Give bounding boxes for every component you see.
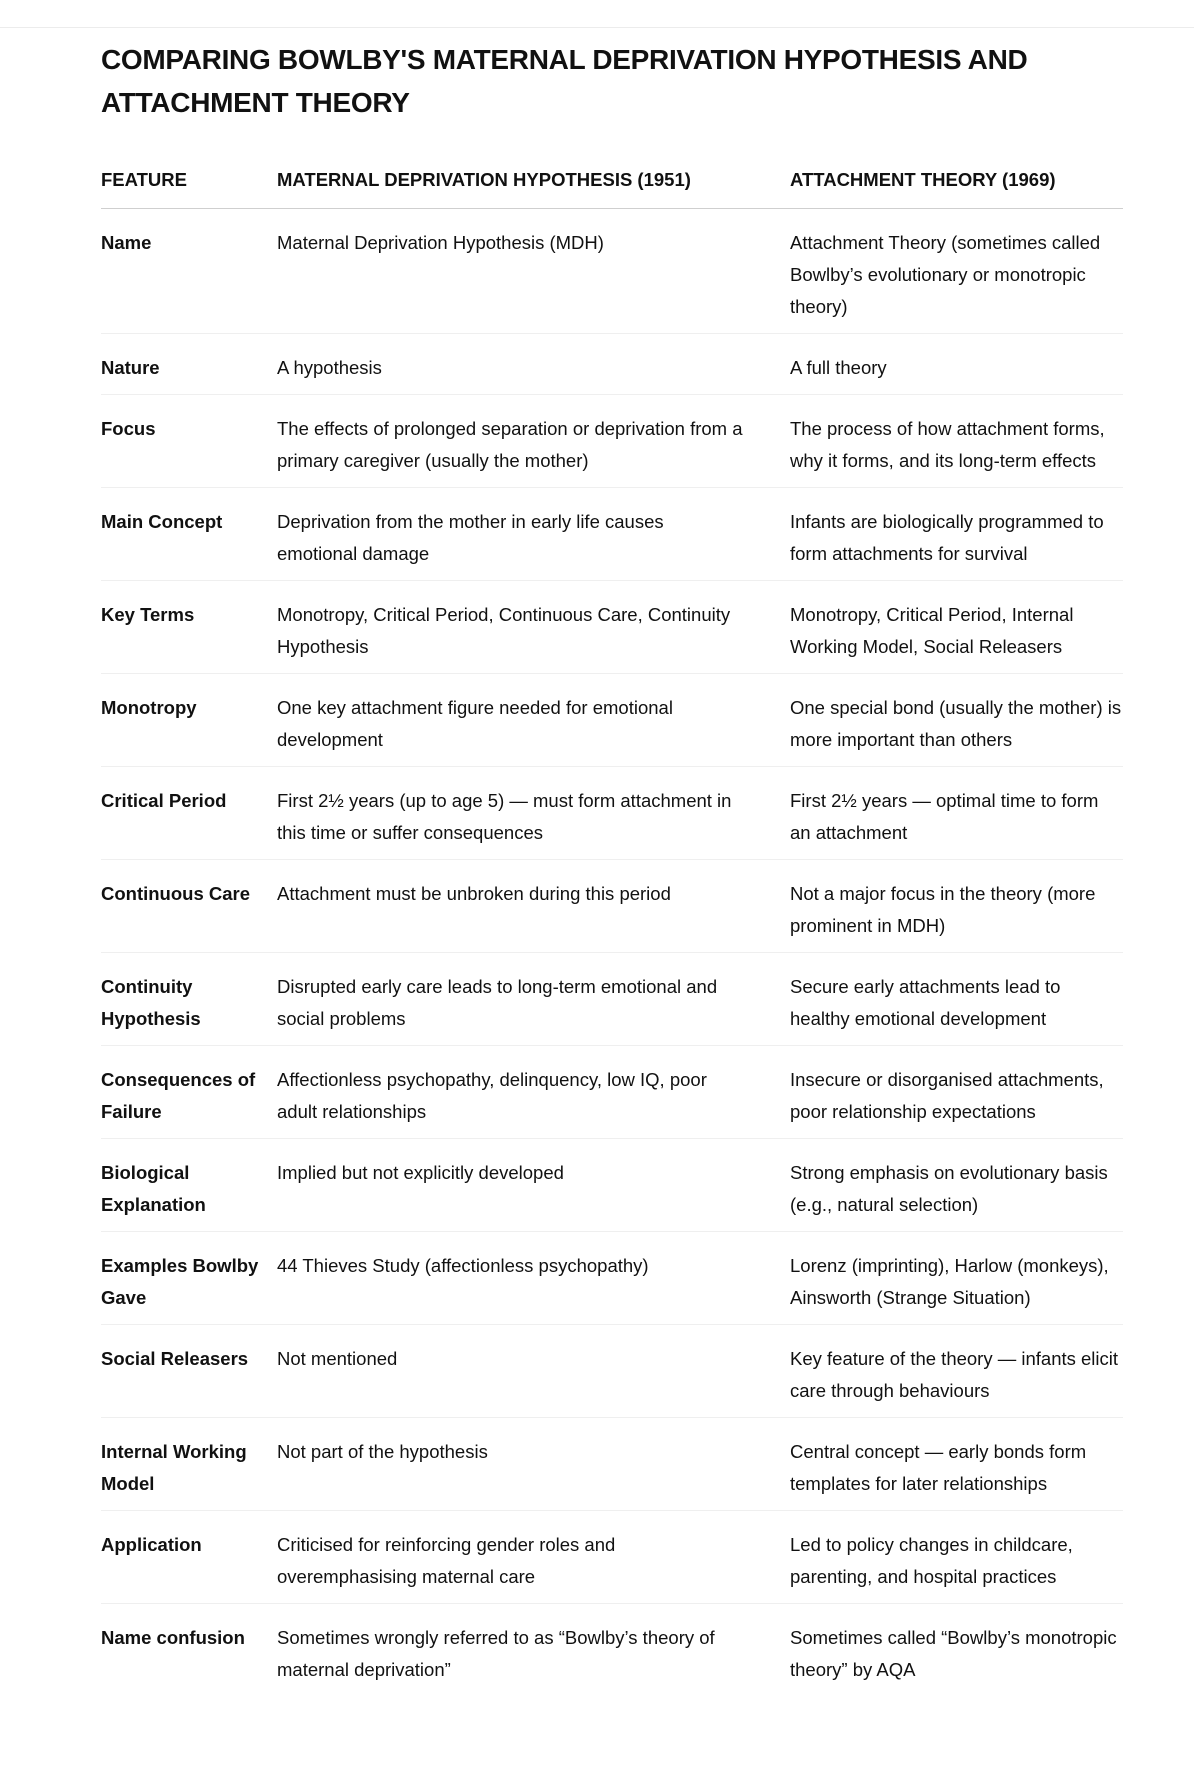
column-header-attachment: ATTACHMENT THEORY (1969) bbox=[790, 166, 1123, 209]
header-row bbox=[101, 166, 1123, 209]
mdh-cell: Attachment must be unbroken during this period bbox=[277, 860, 790, 953]
mdh-cell: Criticised for reinforcing gender roles and overemphasising maternal care bbox=[277, 1511, 790, 1604]
mdh-cell: Sometimes wrongly referred to as “Bowlby’s theory of maternal deprivation” bbox=[277, 1627, 715, 1680]
table-row bbox=[101, 1418, 1123, 1511]
mdh-cell: Affectionless psychopathy, delinquency, low IQ, poor adult relationships bbox=[277, 1046, 790, 1139]
feature-cell: Name confusion bbox=[101, 1627, 245, 1648]
attachment-cell: Insecure or disorganised attachments, poor relationship expectations bbox=[790, 1046, 1123, 1139]
feature-cell: Biological Explanation bbox=[101, 1139, 277, 1232]
table-row bbox=[101, 1232, 1123, 1325]
feature-cell: Focus bbox=[101, 395, 277, 488]
feature-cell: Key Terms bbox=[101, 581, 277, 674]
table-row bbox=[101, 395, 1123, 488]
mdh-cell: Monotropy, Critical Period, Continuous Care, Continuity Hypothesis bbox=[277, 581, 790, 674]
mdh-cell: Deprivation from the mother in early life causes emotional damage bbox=[277, 488, 790, 581]
attachment-cell: Central concept — early bonds form templates for later relationships bbox=[790, 1418, 1123, 1511]
table-row bbox=[101, 334, 1123, 395]
feature-cell: Application bbox=[101, 1511, 277, 1604]
mdh-cell: Maternal Deprivation Hypothesis (MDH) bbox=[277, 209, 790, 334]
table-row bbox=[101, 1604, 1123, 1697]
page-title: COMPARING BOWLBY'S MATERNAL DEPRIVATION HYPOTHESIS AND ATTACHMENT THEORY bbox=[101, 44, 1028, 118]
table-row bbox=[101, 674, 1123, 767]
mdh-cell: Disrupted early care leads to long-term emotional and social problems bbox=[277, 953, 790, 1046]
table-row bbox=[101, 767, 1123, 860]
mdh-cell: The effects of prolonged separation or deprivation from a primary caregiver (usually the mother) bbox=[277, 395, 790, 488]
table-row bbox=[101, 1139, 1123, 1232]
table-row bbox=[101, 488, 1123, 581]
attachment-cell: Not a major focus in the theory (more prominent in MDH) bbox=[790, 860, 1123, 953]
feature-cell: Critical Period bbox=[101, 767, 277, 860]
feature-cell: Continuity Hypothesis bbox=[101, 953, 277, 1046]
feature-cell: Monotropy bbox=[101, 674, 277, 767]
article-content bbox=[101, 38, 1123, 1696]
attachment-cell: Attachment Theory (sometimes called Bowlby’s evolutionary or monotropic theory) bbox=[790, 209, 1123, 334]
mdh-cell: 44 Thieves Study (affectionless psychopathy) bbox=[277, 1232, 790, 1325]
comparison-table bbox=[101, 166, 1123, 1696]
attachment-cell: The process of how attachment forms, why it forms, and its long-term effects bbox=[790, 395, 1123, 488]
mdh-cell: One key attachment figure needed for emotional development bbox=[277, 674, 790, 767]
table-row bbox=[101, 209, 1123, 334]
feature-cell: Internal Working Model bbox=[101, 1418, 277, 1511]
attachment-cell: First 2½ years — optimal time to form an attachment bbox=[790, 767, 1123, 860]
table-row bbox=[101, 860, 1123, 953]
mdh-cell: Not mentioned bbox=[277, 1325, 790, 1418]
mdh-cell: Not part of the hypothesis bbox=[277, 1418, 790, 1511]
mdh-cell: A hypothesis bbox=[277, 334, 790, 395]
feature-cell: Main Concept bbox=[101, 488, 277, 581]
attachment-cell: Strong emphasis on evolutionary basis (e.g., natural selection) bbox=[790, 1139, 1123, 1232]
feature-cell: Social Releasers bbox=[101, 1325, 277, 1418]
attachment-cell: Monotropy, Critical Period, Internal Working Model, Social Releasers bbox=[790, 581, 1123, 674]
table-row bbox=[101, 1325, 1123, 1418]
attachment-cell: Sometimes called “Bowlby’s monotropic theory” by AQA bbox=[790, 1627, 1117, 1680]
column-header-feature: FEATURE bbox=[101, 166, 277, 209]
attachment-cell: Key feature of the theory — infants elicit care through behaviours bbox=[790, 1325, 1123, 1418]
top-divider bbox=[0, 27, 1194, 28]
table-row bbox=[101, 953, 1123, 1046]
attachment-cell: One special bond (usually the mother) is more important than others bbox=[790, 674, 1123, 767]
attachment-cell: A full theory bbox=[790, 334, 1123, 395]
column-header-mdh: MATERNAL DEPRIVATION HYPOTHESIS (1951) bbox=[277, 166, 790, 209]
feature-cell: Nature bbox=[101, 334, 277, 395]
table-row bbox=[101, 1046, 1123, 1139]
feature-cell: Consequences of Failure bbox=[101, 1046, 277, 1139]
mdh-cell: Implied but not explicitly developed bbox=[277, 1139, 790, 1232]
table-body bbox=[101, 209, 1123, 1697]
feature-cell: Name bbox=[101, 209, 277, 334]
feature-cell: Examples Bowlby Gave bbox=[101, 1232, 277, 1325]
attachment-cell: Secure early attachments lead to healthy emotional development bbox=[790, 953, 1123, 1046]
table-header bbox=[101, 166, 1123, 209]
mdh-cell: First 2½ years (up to age 5) — must form attachment in this time or suffer consequences bbox=[277, 767, 790, 860]
feature-cell: Continuous Care bbox=[101, 860, 277, 953]
attachment-cell: Led to policy changes in childcare, parenting, and hospital practices bbox=[790, 1511, 1123, 1604]
table-row bbox=[101, 1511, 1123, 1604]
attachment-cell: Lorenz (imprinting), Harlow (monkeys), Ainsworth (Strange Situation) bbox=[790, 1232, 1123, 1325]
table-row bbox=[101, 581, 1123, 674]
attachment-cell: Infants are biologically programmed to form attachments for survival bbox=[790, 488, 1123, 581]
